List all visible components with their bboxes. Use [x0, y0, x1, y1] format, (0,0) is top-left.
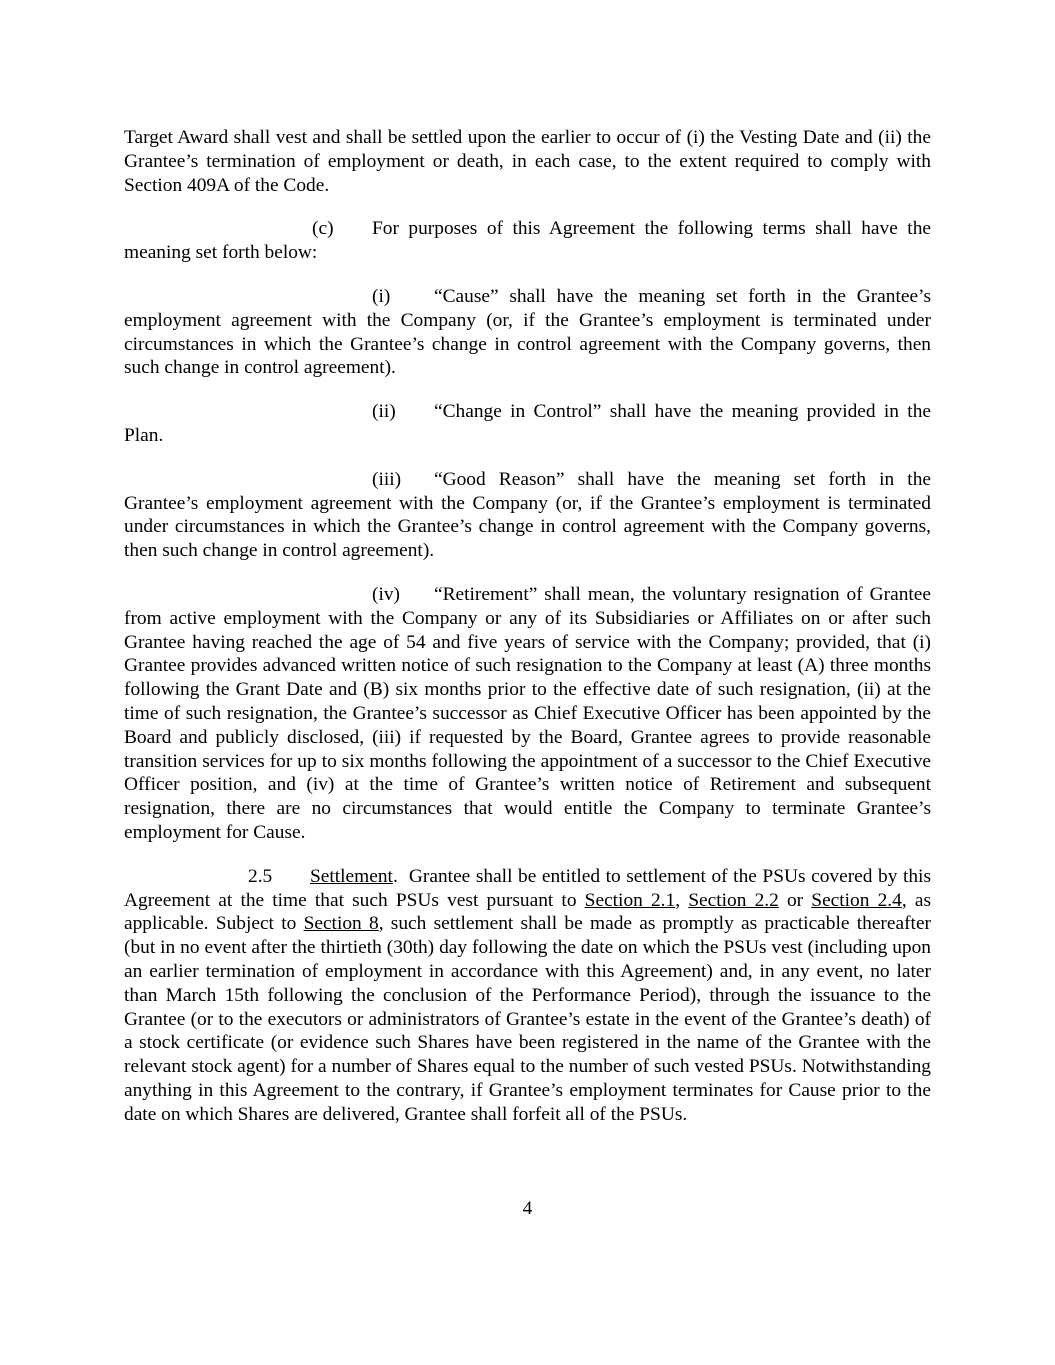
section-heading: Settlement — [310, 865, 393, 887]
definition-cause — [124, 285, 931, 380]
definition-good-reason-label: (iii) — [372, 468, 402, 490]
definition-retirement-label: (iv) — [372, 583, 400, 605]
definition-retirement — [124, 583, 931, 845]
definition-cause-label: (i) — [372, 285, 391, 307]
definition-change-in-control — [124, 400, 931, 448]
section-2-1-link[interactable]: Section 2.1 — [584, 889, 676, 911]
document-page — [124, 126, 935, 1126]
definition-change-in-control-line — [124, 400, 931, 424]
definition-change-in-control-text: “Change in Control” shall have the meaning provided in the — [434, 401, 931, 423]
paragraph-c-text: For purposes of this Agreement the following terms shall have the meaning set forth below: — [124, 218, 931, 264]
settlement-sep-1: , — [675, 889, 689, 911]
section-2-4-link[interactable]: Section 2.4 — [811, 889, 902, 911]
settlement-sep-2: or — [778, 889, 812, 911]
definition-retirement-text: “Retirement” shall mean, the voluntary resignation of Grantee from active employment with the Company or any of its Subsidiaries or Affiliates on or after such Grantee having reached the age of 54 and five years of service with the Company; provided, that (i) Grantee provides advanced written notice of such resignation to the Company at least (A) three months following the Grant Date and (B) six months prior to the effective date of such resignation, (ii) at the time of such resignation, the Grantee’s successor as Chief Executive Officer has been appointed by the Board and publicly disclosed, (iii) if requested by the Board, Grantee agrees to provide reasonable transition services for up to six months following the appointment of a successor to the Chief Executive Officer position, and (iv) at the time of Grantee’s written notice of Retirement and subsequent resignation, there are no circumstances that would entitle the Company to terminate Grantee’s employment for Cause. — [124, 583, 931, 843]
section-8-link[interactable]: Section 8 — [303, 913, 379, 935]
paragraph-c-label: (c) — [312, 218, 334, 240]
page-number: 4 — [522, 1198, 533, 1219]
definition-cause-text: “Cause” shall have the meaning set forth in the Grantee’s employment agreement with the Company (or, if the Grantee’s employment is terminated under circumstances in which the Grantee’s change in control agreement with the Company governs, then such change in control agreement). — [124, 285, 931, 379]
paragraph-c — [124, 217, 931, 265]
section-2-2-link[interactable]: Section 2.2 — [688, 889, 779, 911]
section-settlement — [124, 865, 935, 1127]
section-number: 2.5 — [248, 865, 273, 887]
definition-change-in-control-tail: Plan. — [124, 424, 164, 446]
settlement-text-2: , as applicable. Subject to — [124, 889, 931, 935]
definition-good-reason — [124, 468, 931, 563]
settlement-text-1: Grantee shall be entitled to settlement of the PSUs covered by this Agreement at the time that such PSUs vest pursuant to — [124, 865, 935, 911]
section-heading-punct: . — [392, 865, 398, 887]
paragraph-target-award: Target Award shall vest and shall be settled upon the earlier to occur of (i) the Vesting Date and (ii) the Grantee’s termination of employment or death, in each case, to the extent required to comply with Section 409A of the Code. — [124, 127, 931, 196]
definition-change-in-control-label: (ii) — [372, 401, 396, 423]
settlement-text-3: , such settlement shall be made as promptly as practicable thereafter (but in no event after the thirtieth (30th) day following the date on which the PSUs vest (including upon an earlier termination of employment in accordance with this Agreement) and, in any event, no later than March 15th following the conclusion of the Performance Period), through the issuance to the Grantee (or to the executors or administrators of Grantee’s estate in the event of the Grantee’s death) of a stock certificate (or evidence such Shares have been registered in the name of the Grantee with the relevant stock agent) for a number of Shares equal to the number of such vested PSUs. Notwithstanding anything in this Agreement to the contrary, if Grantee’s employment terminates for Cause prior to the date on which Shares are delivered, Grantee shall forfeit all of the PSUs. — [124, 913, 932, 1125]
definition-good-reason-text: “Good Reason” shall have the meaning set forth in the Grantee’s employment agreement with the Company (or, if the Grantee’s employment is terminated under circumstances in which the Grantee’s change in control agreement with the Company governs, then such change in control agreement). — [124, 468, 931, 562]
